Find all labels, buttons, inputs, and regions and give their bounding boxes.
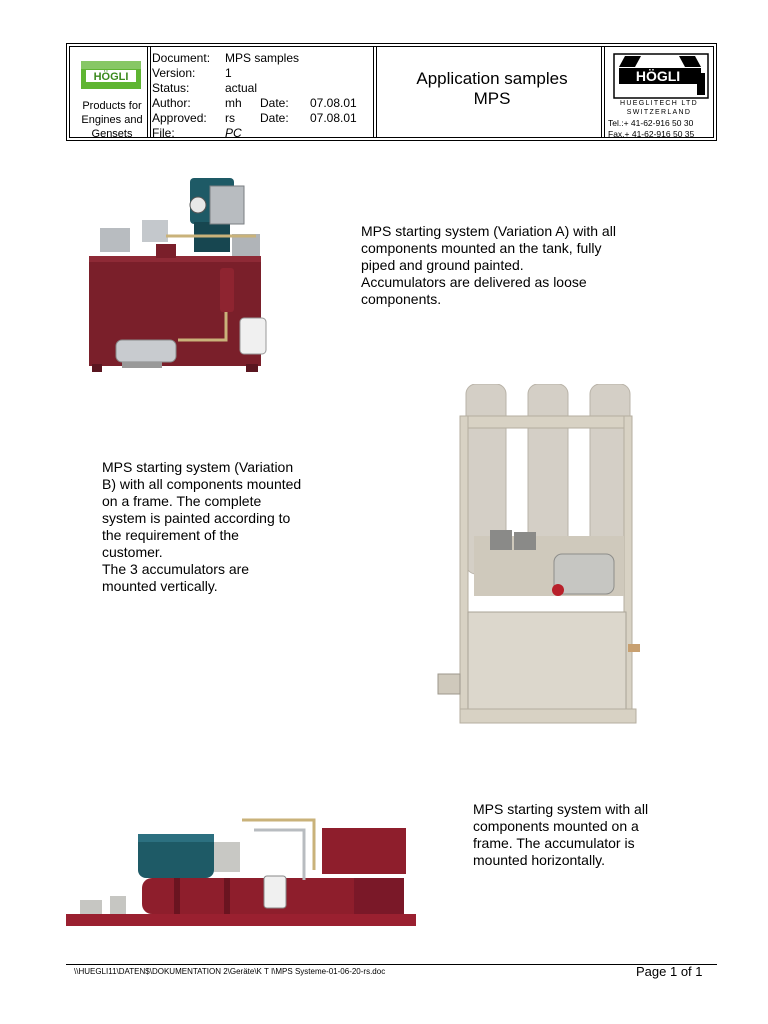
meta-value: 07.08.01 [310,111,357,125]
section-horizontal-text: MPS starting system with all components mounted on a frame. The accumulator is mounted horizontally. [473,801,649,868]
meta-label: File: [152,126,175,140]
hogli-logo-large [613,53,709,99]
contact-numbers [608,118,718,140]
page-number: Page 1 of 1 [636,964,703,979]
hogli-logo-small [80,60,142,90]
header-divider [373,47,377,137]
meta-label: Date: [260,96,289,110]
meta-label: Date: [260,111,289,125]
meta-value: MPS samples [225,51,300,65]
footer-rule [66,964,717,965]
meta-label: Status: [152,81,190,95]
fax-number: Fax.+ 41-62-916 50 35 [608,129,695,139]
meta-value: 1 [225,66,232,80]
meta-value: actual [225,81,258,95]
meta-value: rs [225,111,235,125]
section-variation-b-text: MPS starting system (Variation B) with all components mounted on a frame. The complete system is painted according to the requirement of the customer. The 3 accumulators are mounted vertically. [102,459,302,594]
meta-label: Approved: [152,111,207,125]
meta-label: Version: [152,66,196,80]
meta-value: mh [225,96,242,110]
photo-mps-horizontal [64,800,420,932]
meta-label: Document: [152,51,211,65]
photo-mps-variation-a [86,172,276,376]
company-name: HUEGLITECH LTD SWITZERLAND [620,100,698,116]
header-inner-frame [69,46,714,138]
logo-text: HÖGLI [93,71,129,83]
footer-file-path: \\HUEGLI11\DATEN$\DOKUMENTATION 2\Geräte\K T I\MPS Systeme-01-06-20-rs.doc [74,967,386,976]
meta-value: PC [225,126,242,140]
products-label: Products for Engines and Gensets [81,100,143,140]
phone-number: Tel.:+ 41-62-916 50 30 [608,118,694,128]
meta-label: Author: [152,96,191,110]
logo-text: HÖGLI [635,68,681,84]
section-variation-a-text: MPS starting system (Variation A) with all components mounted an the tank, fully piped and ground painted. Accumulators are delivered as loose components. [361,223,616,307]
document-header [66,43,717,141]
photo-mps-variation-b [434,384,644,728]
document-title: Application samples MPS [416,69,568,108]
meta-value: 07.08.01 [310,96,357,110]
